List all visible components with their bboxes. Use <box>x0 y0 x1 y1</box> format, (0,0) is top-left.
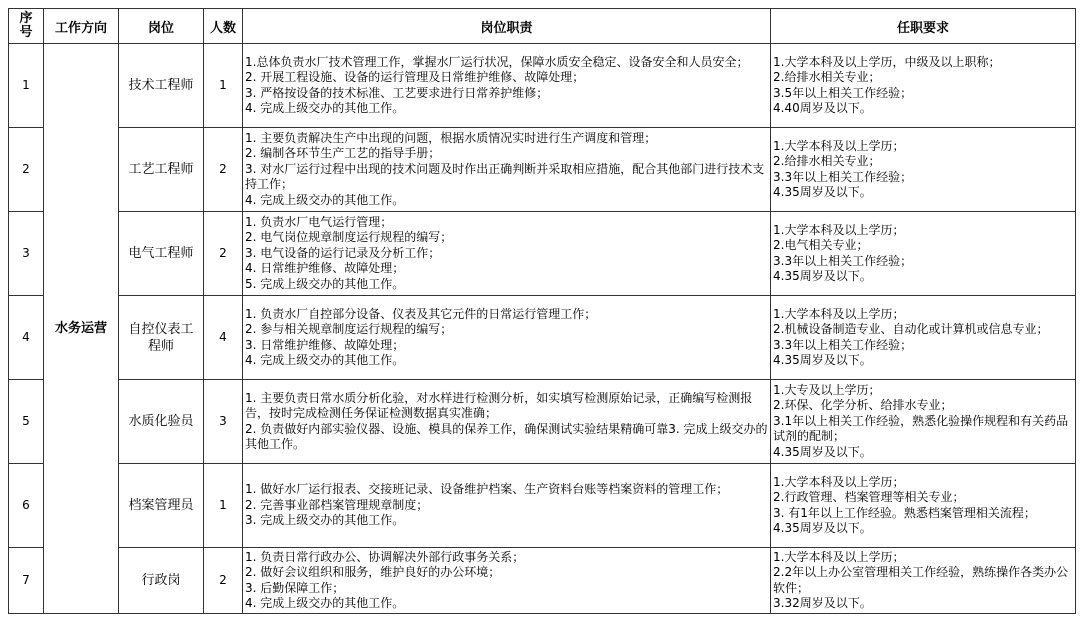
requirement-item: 3.3年以上相关工作经验； <box>773 253 913 268</box>
cell-content <box>771 45 1075 127</box>
requirement-item: 3.3年以上相关工作经验； <box>773 169 913 184</box>
requirement-item: 3. 有1年以上工作经验。熟悉档案管理相关流程； <box>773 505 1036 520</box>
cell-content <box>204 129 242 211</box>
duty-item: 5. 完成上级交办的其他工作。 <box>245 276 405 291</box>
row-index <box>9 380 44 464</box>
cell-content <box>204 381 242 463</box>
table-row <box>9 128 1076 212</box>
position <box>119 464 204 548</box>
cell-content <box>243 213 770 295</box>
cell-content <box>119 465 203 547</box>
duties <box>243 44 771 128</box>
requirements <box>771 380 1076 464</box>
headcount <box>204 44 243 128</box>
table-row <box>9 380 1076 464</box>
cell-content <box>243 129 770 211</box>
requirements <box>771 212 1076 296</box>
requirement-item: 2.给排水相关专业； <box>773 70 881 84</box>
headcount-value: 4 <box>219 329 227 344</box>
position-name: 自控仪表工程师 <box>128 321 194 354</box>
duty-item: 3. 后勤保障工作； <box>245 580 345 595</box>
duties <box>243 548 771 614</box>
duty-item: 4. 完成上级交办的其他工作。 <box>245 353 405 367</box>
requirements <box>771 296 1076 380</box>
duty-item: 2. 电气岗位规章制度运行规程的编写； <box>245 230 453 245</box>
cell-content <box>204 213 242 295</box>
headcount <box>204 380 243 464</box>
headcount <box>204 464 243 548</box>
cell-content <box>204 297 242 379</box>
table-row <box>9 212 1076 296</box>
duty-item: 3. 完成上级交办的其他工作。 <box>245 513 405 528</box>
duty-item: 2. 做好会议组织和服务，维护良好的办公环境； <box>245 565 501 579</box>
position <box>119 548 204 614</box>
headcount-value: 2 <box>219 161 227 176</box>
requirements <box>771 128 1076 212</box>
row-index-value: 6 <box>22 497 30 512</box>
requirement-item: 2.给排水相关专业； <box>773 154 881 168</box>
cell-content <box>9 381 43 463</box>
position-name: 水质化验员 <box>128 414 194 429</box>
duty-item: 2. 负责做好内部实验仪器、设施、模具的保养工作，确保测试实验结果精确可靠3. 完成上级交办的其他工作。 <box>245 421 768 451</box>
duty-item: 2. 开展工程设施、设备的运行管理及日常维护维修、故障处理； <box>245 70 585 84</box>
row-index-value: 1 <box>22 77 30 92</box>
requirement-item: 3.32周岁及以下。 <box>773 596 872 610</box>
headcount <box>204 212 243 296</box>
requirement-item: 4.40周岁及以下。 <box>773 101 872 115</box>
duty-item: 4. 完成上级交办的其他工作。 <box>245 596 405 610</box>
header-row <box>9 9 1076 44</box>
work-direction <box>44 44 119 614</box>
position <box>119 44 204 128</box>
duty-item: 3. 电气设备的运行记录及分析工作； <box>245 245 441 260</box>
headcount-value: 2 <box>219 572 227 587</box>
requirement-item: 3.5年以上相关工作经验； <box>773 85 913 100</box>
headcount <box>204 128 243 212</box>
requirement-item: 1.大学本科及以上学历； <box>773 474 905 489</box>
requirement-item: 4.35周岁及以下。 <box>773 185 872 199</box>
requirements <box>771 464 1076 548</box>
cell-content <box>771 381 1075 463</box>
requirement-item: 4.35周岁及以下。 <box>773 521 872 535</box>
requirements <box>771 44 1076 128</box>
duty-item: 1.总体负责水厂技术管理工作，掌握水厂运行状况，保障水质安全稳定、设备安全和人员安全； <box>245 54 749 69</box>
headcount <box>204 296 243 380</box>
cell-content <box>9 297 43 379</box>
position <box>119 212 204 296</box>
requirement-item: 1.大学本科及以上学历； <box>773 306 905 321</box>
row-index-value: 3 <box>22 245 30 260</box>
cell-content <box>119 213 203 295</box>
row-index-value: 5 <box>22 413 30 428</box>
duty-item: 1. 负责日常行政办公、协调解决外部行政事务关系； <box>245 549 525 564</box>
duty-item: 4. 完成上级交办的其他工作。 <box>245 192 405 207</box>
duty-item: 2. 编制各环节生产工艺的指导手册； <box>245 146 441 161</box>
cell-content <box>204 45 242 127</box>
requirement-item: 4.35周岁及以下。 <box>773 269 872 283</box>
cell-content <box>771 129 1075 211</box>
requirement-item: 1.大专及以上学历； <box>773 382 881 397</box>
cell-content <box>243 465 770 547</box>
cell-content <box>771 297 1075 379</box>
headcount-value: 1 <box>219 77 227 92</box>
position <box>119 128 204 212</box>
cell-content <box>243 381 770 463</box>
header-requirements: 任职要求 <box>771 9 1076 44</box>
position <box>119 296 204 380</box>
cell-content <box>9 549 43 613</box>
duties <box>243 212 771 296</box>
requirement-item: 3.1年以上相关工作经验，熟悉化验操作规程和有关药品试剂的配制； <box>773 413 1069 444</box>
position-name: 档案管理员 <box>128 498 194 513</box>
duties <box>243 464 771 548</box>
headcount <box>204 548 243 614</box>
cell-content <box>204 465 242 547</box>
requirement-item: 1.大学本科及以上学历，中级及以上职称； <box>773 54 1001 69</box>
requirement-item: 2.机械设备制造专业、自动化或计算机或信息专业； <box>773 322 1049 336</box>
header-position: 岗位 <box>119 9 204 44</box>
cell-content <box>119 549 203 613</box>
row-index <box>9 464 44 548</box>
requirement-item: 2.2年以上办公室管理相关工作经验，熟练操作各类办公软件； <box>773 565 1069 595</box>
cell-content <box>119 381 203 463</box>
headcount-value: 1 <box>219 497 227 512</box>
work-direction-value: 水务运营 <box>54 320 107 336</box>
duty-item: 1. 主要负责解决生产中出现的问题，根据水质情况实时进行生产调度和管理； <box>245 130 657 145</box>
cell-content <box>9 129 43 211</box>
requirement-item: 1.大学本科及以上学历； <box>773 549 905 564</box>
headcount-value: 3 <box>219 413 227 428</box>
duty-item: 3. 日常维护维修、故障处理； <box>245 337 405 352</box>
duty-item: 2. 完善事业部档案管理规章制度； <box>245 497 429 512</box>
recruitment-table <box>8 8 1076 614</box>
row-index <box>9 296 44 380</box>
position-name: 电气工程师 <box>128 246 194 261</box>
row-index <box>9 44 44 128</box>
cell-content <box>9 45 43 127</box>
duty-item: 1. 负责水厂自控部分设备、仪表及其它元件的日常运行管理工作； <box>245 306 597 321</box>
duties <box>243 296 771 380</box>
requirement-item: 2.环保、化学分析、给排水专业； <box>773 398 953 413</box>
row-index <box>9 128 44 212</box>
cell-content <box>9 465 43 547</box>
requirement-item: 3.3年以上相关工作经验； <box>773 337 913 352</box>
table-row <box>9 44 1076 128</box>
table-row <box>9 296 1076 380</box>
requirements <box>771 548 1076 614</box>
duty-item: 4. 完成上级交办的其他工作。 <box>245 101 405 115</box>
header-duties: 岗位职责 <box>243 9 771 44</box>
duty-item: 1. 做好水厂运行报表、交接班记录、设备维护档案、生产资料台账等档案资料的管理工作； <box>245 482 729 497</box>
duty-item: 1. 负责水厂电气运行管理； <box>245 214 393 229</box>
duty-item: 3. 严格按设备的技术标准、工艺要求进行日常养护维修； <box>245 85 549 100</box>
cell-content <box>243 297 770 379</box>
table-row <box>9 548 1076 614</box>
header-index <box>9 9 44 44</box>
position-name: 工艺工程师 <box>128 162 194 177</box>
duties <box>243 380 771 464</box>
cell-content <box>771 213 1075 295</box>
requirement-item: 2.行政管理、档案管理等相关专业； <box>773 490 965 504</box>
duty-item: 1. 主要负责日常水质分析化验，对水样进行检测分析，如实填写检测原始记录，正确编写检测报告，按时完成检测任务保证检测数据真实准确； <box>245 390 753 420</box>
cell-content <box>204 549 242 613</box>
header-count: 人数 <box>204 9 243 44</box>
requirement-item: 1.大学本科及以上学历； <box>773 138 905 153</box>
position <box>119 380 204 464</box>
table-body <box>9 44 1076 614</box>
position-name: 技术工程师 <box>128 78 194 93</box>
cell-content <box>771 465 1075 547</box>
cell-content <box>243 45 770 127</box>
cell-content <box>9 213 43 295</box>
table-row <box>9 464 1076 548</box>
cell-content <box>119 45 203 127</box>
duty-item: 2. 参与相关规章制度运行规程的编写； <box>245 322 453 336</box>
cell-content <box>771 549 1075 613</box>
requirement-item: 4.35周岁及以下。 <box>773 444 872 459</box>
cell-content <box>119 129 203 211</box>
row-index-value: 7 <box>22 572 30 587</box>
header-direction: 工作方向 <box>44 9 119 44</box>
duty-item: 3. 对水厂运行过程中出现的技术问题及时作出正确判断并采取相应措施，配合其他部门进行技术支持工作； <box>245 161 765 192</box>
duty-item: 4. 日常维护维修、故障处理； <box>245 261 405 276</box>
duties <box>243 128 771 212</box>
position-name: 行政岗 <box>141 573 181 588</box>
headcount-value: 2 <box>219 245 227 260</box>
requirement-item: 4.35周岁及以下。 <box>773 353 872 367</box>
row-index-value: 2 <box>22 161 30 176</box>
cell-content <box>119 297 203 379</box>
row-index-value: 4 <box>22 329 30 344</box>
requirement-item: 1.大学本科及以上学历； <box>773 222 905 237</box>
row-index <box>9 212 44 296</box>
requirement-item: 2.电气相关专业； <box>773 238 869 252</box>
row-index <box>9 548 44 614</box>
cell-content <box>243 549 770 613</box>
header-index-label: 序号 <box>19 11 33 40</box>
